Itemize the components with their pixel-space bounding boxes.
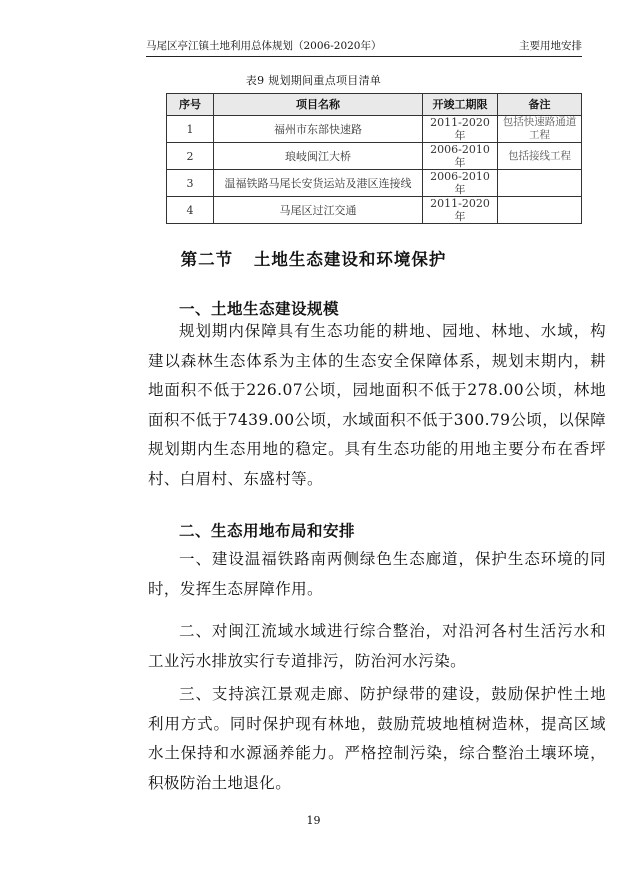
cell-note: 包括接线工程 (498, 143, 582, 170)
column-header-name: 项目名称 (214, 94, 423, 116)
table-row (167, 116, 582, 143)
column-header-no: 序号 (167, 94, 214, 116)
paragraph-layout-item-3: 三、支持滨江景观走廊、防护绿带的建设，鼓励保护性土地利用方式。同时保护现有林地，鼓励荒坡地植树造林，提高区域水土保持和水源涵养能力。严格控制污染，综合整治土壤环境，积极防治土地退化。 (148, 685, 606, 792)
cell-no: 2 (167, 143, 214, 170)
header-rule (146, 56, 582, 57)
paragraph-ecological-scale: 规划期内保障具有生态功能的耕地、园地、林地、水域，构建以森林生态体系为主体的生态安全保障体系，规划末期内，耕地面积不低于226.07公顷，园地面积不低于278.00公顷，林地面积不低于7439.00公顷，水域面积不低于300.79公顷，以保障规划期内生态用地的稳定。具有生态功能的用地主要分布在香坪村、白眉村、东盛村等。 (148, 322, 606, 488)
cell-note: 包括快速路通道工程 (498, 116, 582, 143)
running-header (146, 39, 582, 53)
header-section: 主要用地安排 (519, 40, 582, 52)
cell-note (498, 170, 582, 197)
table-header-row (167, 94, 582, 116)
key-projects-table (166, 93, 582, 224)
page-number: 19 (306, 814, 321, 827)
cell-period: 2011-2020 年 (423, 116, 498, 143)
subsection-heading-ecological-layout: 二、生态用地布局和安排 (179, 522, 356, 540)
paragraph-layout-item-2: 二、对闽江流域水域进行综合整治，对沿河各村生活污水和工业污水排放实行专道排污，防治河水污染。 (148, 622, 606, 670)
cell-name: 琅岐闽江大桥 (214, 143, 423, 170)
column-header-period: 开竣工期限 (423, 94, 498, 116)
cell-no: 1 (167, 116, 214, 143)
cell-period: 2006-2010 年 (423, 143, 498, 170)
table-row (167, 197, 582, 224)
cell-name: 马尾区过江交通 (214, 197, 423, 224)
table-row (167, 143, 582, 170)
cell-no: 4 (167, 197, 214, 224)
subsection-heading-ecological-scale: 一、土地生态建设规模 (179, 300, 340, 318)
table-row (167, 170, 582, 197)
cell-period: 2006-2010 年 (423, 170, 498, 197)
cell-name: 福州市东部快速路 (214, 116, 423, 143)
cell-period: 2011-2020 年 (423, 197, 498, 224)
cell-no: 3 (167, 170, 214, 197)
column-header-note: 备注 (498, 94, 582, 116)
paragraph-layout-item-1: 一、建设温福铁路南两侧绿色生态廊道，保护生态环境的同时，发挥生态屏障作用。 (148, 550, 606, 598)
table-caption: 表9 规划期间重点项目清单 (245, 74, 382, 87)
cell-name: 温福铁路马尾长安货运站及港区连接线 (214, 170, 423, 197)
section-title: 第二节 土地生态建设和环境保护 (180, 250, 447, 269)
header-title: 马尾区亭江镇土地利用总体规划（2006-2020年） (146, 40, 382, 52)
cell-note (498, 197, 582, 224)
